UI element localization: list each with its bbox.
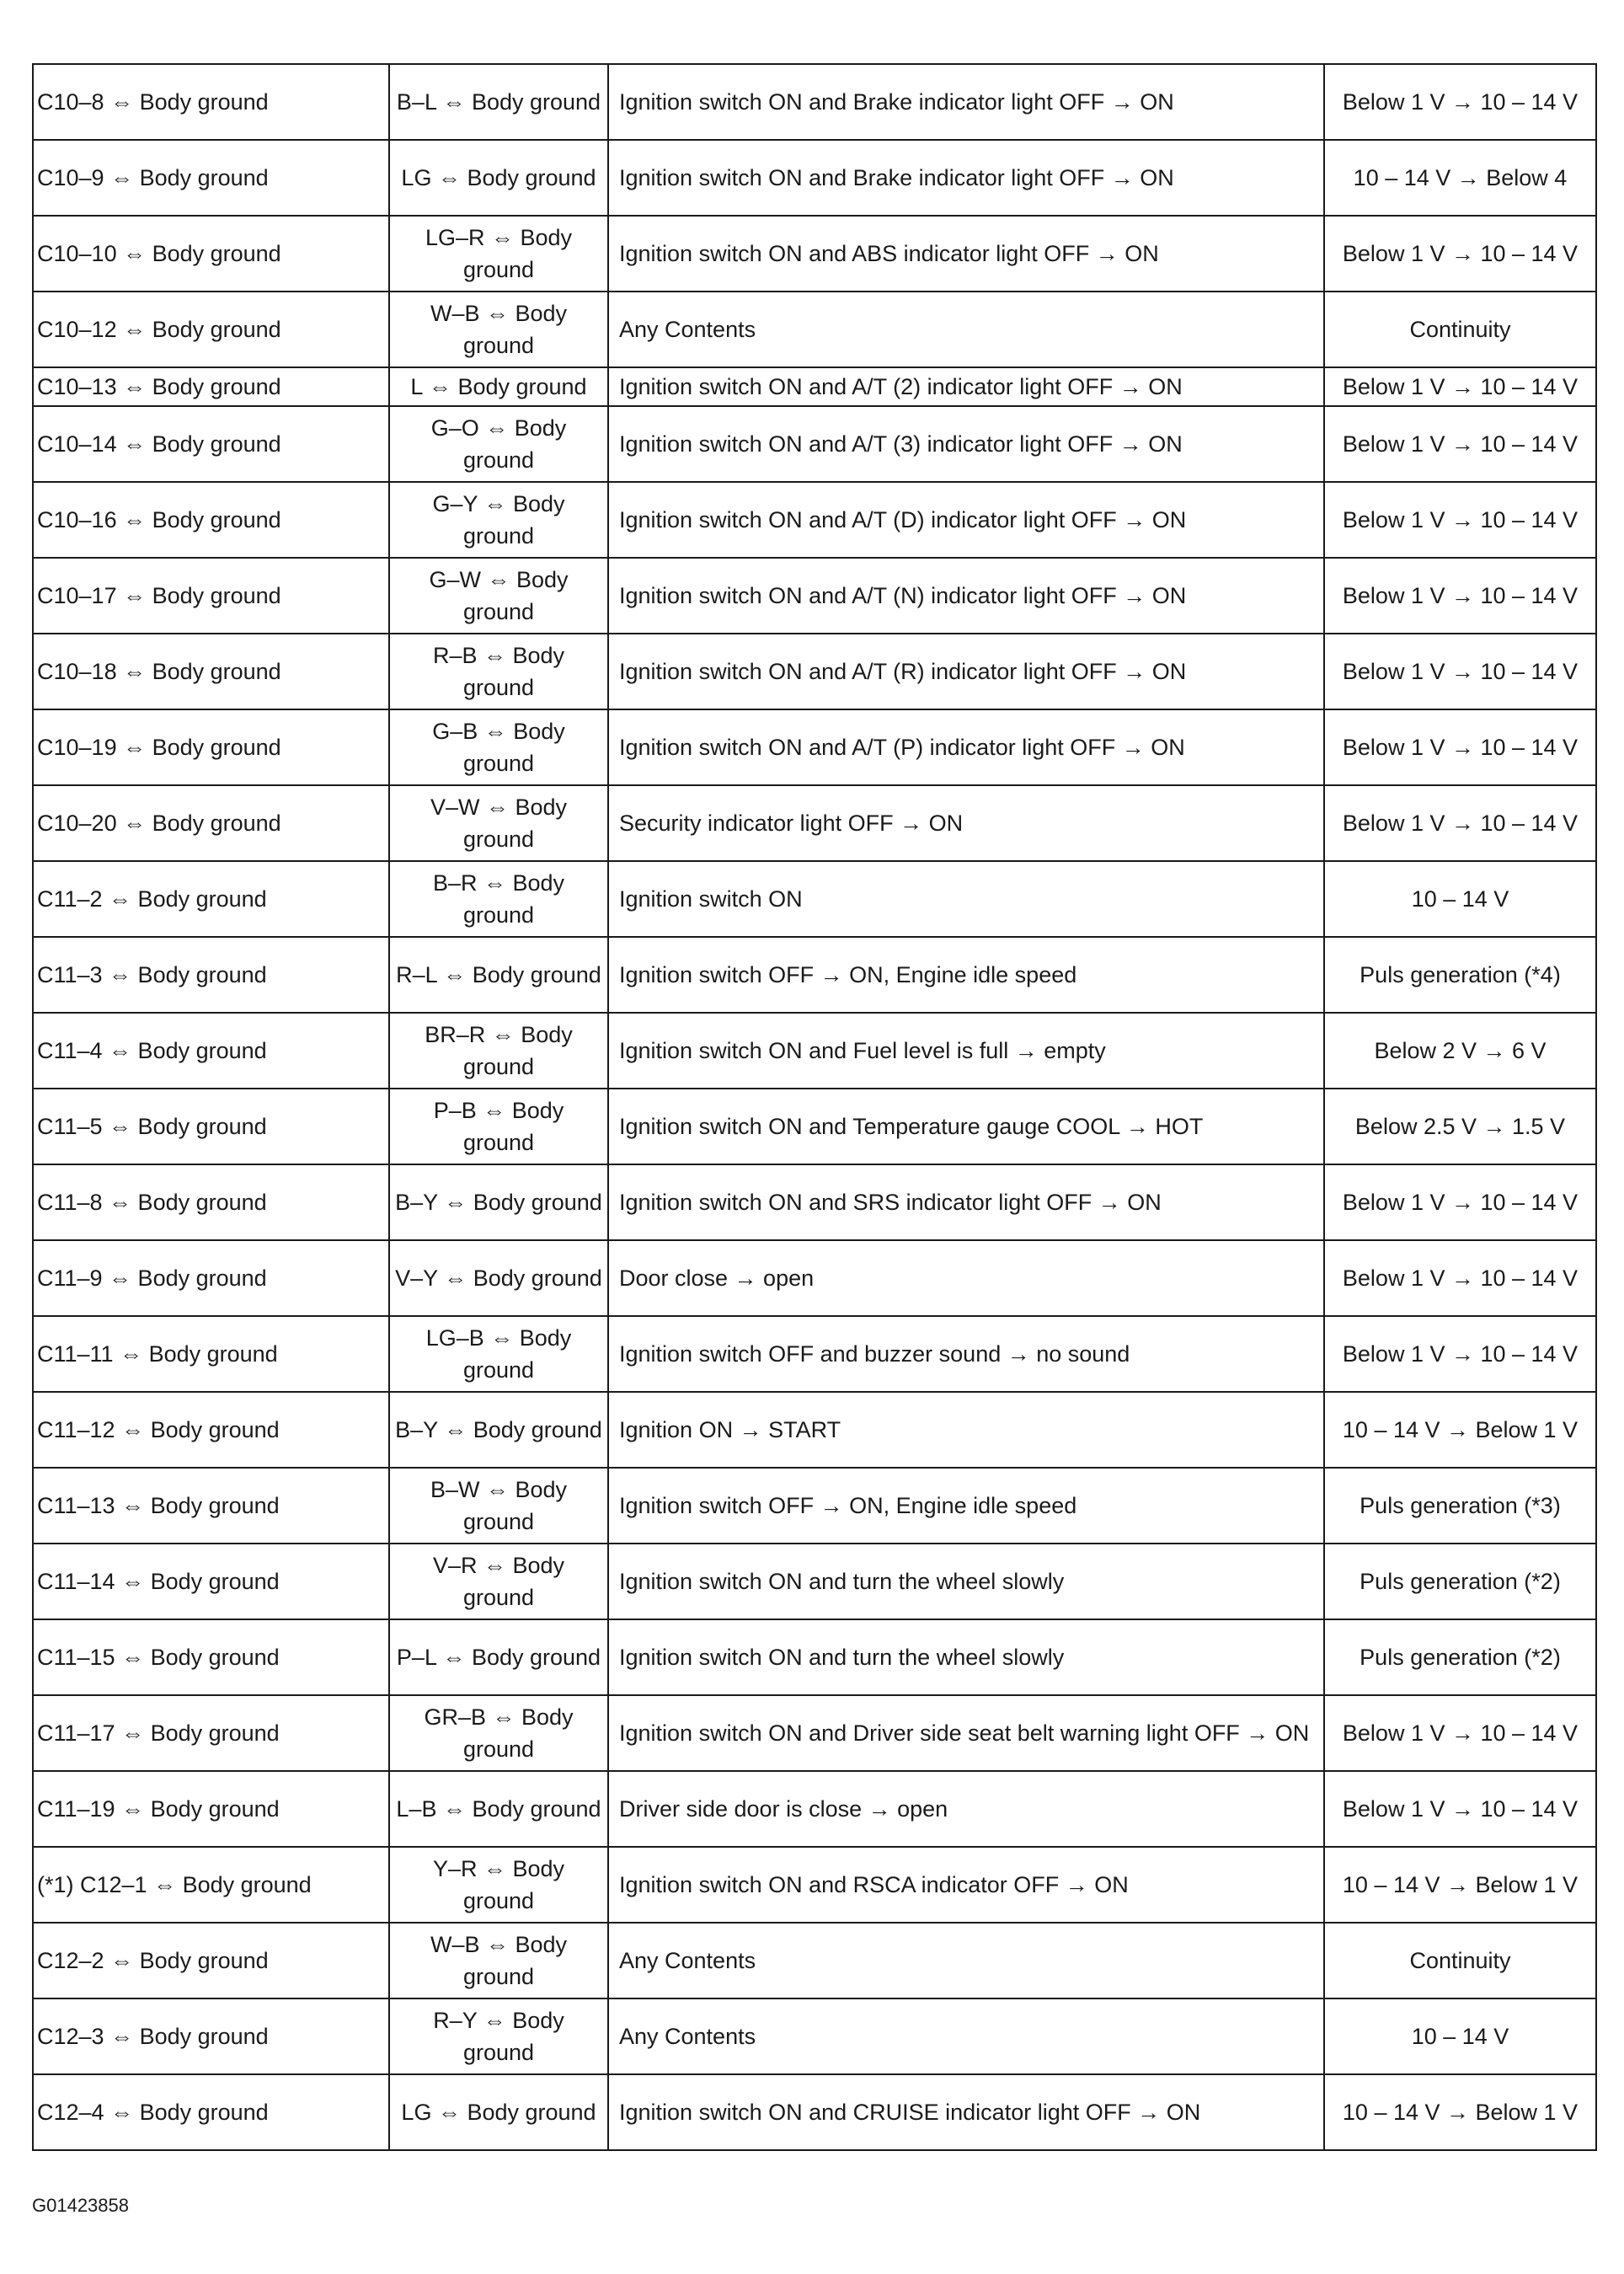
condition-cell: Ignition switch ON and A/T (D) indicator light OFF → ON	[608, 482, 1324, 558]
table-row	[33, 1847, 1596, 1923]
condition-cell: Ignition switch ON and Temperature gauge COOL → HOT	[608, 1089, 1324, 1164]
wiring-cell: Y–R ⇔ Body ground	[389, 1847, 608, 1923]
terminal-cell: C11–19 ⇔ Body ground	[33, 1771, 389, 1847]
condition-cell: Driver side door is close → open	[608, 1771, 1324, 1847]
condition-cell: Ignition switch ON and A/T (N) indicator light OFF → ON	[608, 558, 1324, 634]
condition-cell: Ignition switch ON	[608, 861, 1324, 937]
table-row	[33, 64, 1596, 140]
wiring-cell: W–B ⇔ Body ground	[389, 292, 608, 367]
condition-cell: Ignition switch OFF → ON, Engine idle speed	[608, 937, 1324, 1013]
wiring-cell: G–W ⇔ Body ground	[389, 558, 608, 634]
condition-cell: Ignition switch ON and RSCA indicator OFF → ON	[608, 1847, 1324, 1923]
condition-cell: Any Contents	[608, 1923, 1324, 1998]
specified-condition-cell: Below 1 V → 10 – 14 V	[1324, 1164, 1596, 1240]
wiring-cell: B–L ⇔ Body ground	[389, 64, 608, 140]
wiring-cell: P–L ⇔ Body ground	[389, 1619, 608, 1695]
terminal-cell: C10–14 ⇔ Body ground	[33, 406, 389, 482]
table-row	[33, 1998, 1596, 2074]
condition-cell: Ignition switch ON and Brake indicator light OFF → ON	[608, 140, 1324, 216]
table-row	[33, 292, 1596, 367]
condition-cell: Ignition switch ON and A/T (P) indicator light OFF → ON	[608, 709, 1324, 785]
condition-cell: Ignition switch ON and Driver side seat belt warning light OFF → ON	[608, 1695, 1324, 1771]
terminal-cell: C11–5 ⇔ Body ground	[33, 1089, 389, 1164]
specified-condition-cell: Puls generation (*2)	[1324, 1544, 1596, 1619]
terminal-cell: C10–20 ⇔ Body ground	[33, 785, 389, 861]
condition-cell: Ignition switch ON and ABS indicator light OFF → ON	[608, 216, 1324, 292]
table-row	[33, 1164, 1596, 1240]
specified-condition-cell: Below 1 V → 10 – 14 V	[1324, 1240, 1596, 1316]
specified-condition-cell: 10 – 14 V → Below 4	[1324, 140, 1596, 216]
wiring-cell: G–Y ⇔ Body ground	[389, 482, 608, 558]
terminal-cell: C10–16 ⇔ Body ground	[33, 482, 389, 558]
wiring-cell: G–O ⇔ Body ground	[389, 406, 608, 482]
terminal-cell: C11–11 ⇔ Body ground	[33, 1316, 389, 1392]
specified-condition-cell: 10 – 14 V → Below 1 V	[1324, 1392, 1596, 1468]
condition-cell: Ignition ON → START	[608, 1392, 1324, 1468]
table-row	[33, 482, 1596, 558]
wiring-cell: L–B ⇔ Body ground	[389, 1771, 608, 1847]
terminal-cell: C11–9 ⇔ Body ground	[33, 1240, 389, 1316]
terminal-cell: C11–3 ⇔ Body ground	[33, 937, 389, 1013]
condition-cell: Ignition switch ON and SRS indicator light OFF → ON	[608, 1164, 1324, 1240]
table-row	[33, 140, 1596, 216]
table-row	[33, 1240, 1596, 1316]
wiring-cell: L ⇔ Body ground	[389, 367, 608, 406]
condition-cell: Ignition switch ON and CRUISE indicator light OFF → ON	[608, 2074, 1324, 2150]
terminal-cell: C10–19 ⇔ Body ground	[33, 709, 389, 785]
specified-condition-cell: 10 – 14 V	[1324, 861, 1596, 937]
specified-condition-cell: Below 1 V → 10 – 14 V	[1324, 1771, 1596, 1847]
terminal-cell: C11–4 ⇔ Body ground	[33, 1013, 389, 1089]
specified-condition-cell: 10 – 14 V → Below 1 V	[1324, 1847, 1596, 1923]
wiring-cell: B–R ⇔ Body ground	[389, 861, 608, 937]
wiring-cell: R–Y ⇔ Body ground	[389, 1998, 608, 2074]
specified-condition-cell: Puls generation (*2)	[1324, 1619, 1596, 1695]
table-row	[33, 558, 1596, 634]
wiring-cell: B–Y ⇔ Body ground	[389, 1392, 608, 1468]
specified-condition-cell: Below 1 V → 10 – 14 V	[1324, 709, 1596, 785]
condition-cell: Ignition switch ON and Brake indicator light OFF → ON	[608, 64, 1324, 140]
terminal-cell: C11–2 ⇔ Body ground	[33, 861, 389, 937]
specified-condition-cell: Continuity	[1324, 1923, 1596, 1998]
condition-cell: Ignition switch ON and A/T (R) indicator light OFF → ON	[608, 634, 1324, 709]
terminal-cell: C10–13 ⇔ Body ground	[33, 367, 389, 406]
table-row	[33, 1544, 1596, 1619]
terminal-cell: C12–3 ⇔ Body ground	[33, 1998, 389, 2074]
figure-code: G01423858	[32, 2195, 129, 2216]
table-body	[33, 64, 1596, 2150]
table-row	[33, 1695, 1596, 1771]
condition-cell: Ignition switch ON and turn the wheel slowly	[608, 1544, 1324, 1619]
specified-condition-cell: Continuity	[1324, 292, 1596, 367]
wiring-cell: GR–B ⇔ Body ground	[389, 1695, 608, 1771]
wiring-cell: B–Y ⇔ Body ground	[389, 1164, 608, 1240]
terminal-cell: C11–13 ⇔ Body ground	[33, 1468, 389, 1544]
specified-condition-cell: 10 – 14 V → Below 1 V	[1324, 2074, 1596, 2150]
specified-condition-cell: Below 2.5 V → 1.5 V	[1324, 1089, 1596, 1164]
terminal-cell: C11–15 ⇔ Body ground	[33, 1619, 389, 1695]
specified-condition-cell: Puls generation (*3)	[1324, 1468, 1596, 1544]
condition-cell: Ignition switch ON and A/T (2) indicator light OFF → ON	[608, 367, 1324, 406]
condition-cell: Ignition switch OFF → ON, Engine idle speed	[608, 1468, 1324, 1544]
wiring-cell: G–B ⇔ Body ground	[389, 709, 608, 785]
condition-cell: Ignition switch ON and turn the wheel slowly	[608, 1619, 1324, 1695]
specified-condition-cell: Below 1 V → 10 – 14 V	[1324, 406, 1596, 482]
terminal-cell: C12–2 ⇔ Body ground	[33, 1923, 389, 1998]
terminal-cell: C11–12 ⇔ Body ground	[33, 1392, 389, 1468]
table-row	[33, 406, 1596, 482]
wiring-cell: LG ⇔ Body ground	[389, 2074, 608, 2150]
specified-condition-cell: Below 1 V → 10 – 14 V	[1324, 634, 1596, 709]
wiring-cell: W–B ⇔ Body ground	[389, 1923, 608, 1998]
terminal-cell: C11–8 ⇔ Body ground	[33, 1164, 389, 1240]
terminal-cell: C10–12 ⇔ Body ground	[33, 292, 389, 367]
condition-cell: Ignition switch ON and A/T (3) indicator light OFF → ON	[608, 406, 1324, 482]
condition-cell: Any Contents	[608, 1998, 1324, 2074]
table-row	[33, 785, 1596, 861]
terminal-cell: C10–9 ⇔ Body ground	[33, 140, 389, 216]
table-row	[33, 1771, 1596, 1847]
table-row	[33, 937, 1596, 1013]
condition-cell: Door close → open	[608, 1240, 1324, 1316]
terminal-cell: C11–14 ⇔ Body ground	[33, 1544, 389, 1619]
terminal-cell: C10–18 ⇔ Body ground	[33, 634, 389, 709]
terminal-cell: C11–17 ⇔ Body ground	[33, 1695, 389, 1771]
specified-condition-cell: Below 1 V → 10 – 14 V	[1324, 482, 1596, 558]
table-row	[33, 709, 1596, 785]
terminal-cell: (*1) C12–1 ⇔ Body ground	[33, 1847, 389, 1923]
table-row	[33, 1468, 1596, 1544]
condition-cell: Any Contents	[608, 292, 1324, 367]
specified-condition-cell: Below 2 V → 6 V	[1324, 1013, 1596, 1089]
table-row	[33, 1923, 1596, 1998]
specified-condition-cell: Below 1 V → 10 – 14 V	[1324, 367, 1596, 406]
table-row	[33, 2074, 1596, 2150]
table-row	[33, 216, 1596, 292]
specified-condition-cell: Below 1 V → 10 – 14 V	[1324, 1316, 1596, 1392]
specified-condition-cell: Below 1 V → 10 – 14 V	[1324, 558, 1596, 634]
table-row	[33, 1619, 1596, 1695]
wiring-cell: R–B ⇔ Body ground	[389, 634, 608, 709]
specified-condition-cell: Below 1 V → 10 – 14 V	[1324, 64, 1596, 140]
table-row	[33, 634, 1596, 709]
wiring-cell: LG–R ⇔ Body ground	[389, 216, 608, 292]
table-row	[33, 367, 1596, 406]
wiring-cell: V–Y ⇔ Body ground	[389, 1240, 608, 1316]
terminal-cell: C10–17 ⇔ Body ground	[33, 558, 389, 634]
terminal-voltage-table	[32, 63, 1597, 2151]
terminal-cell: C12–4 ⇔ Body ground	[33, 2074, 389, 2150]
wiring-cell: P–B ⇔ Body ground	[389, 1089, 608, 1164]
wiring-cell: B–W ⇔ Body ground	[389, 1468, 608, 1544]
wiring-cell: V–R ⇔ Body ground	[389, 1544, 608, 1619]
table-row	[33, 1089, 1596, 1164]
wiring-cell: LG ⇔ Body ground	[389, 140, 608, 216]
condition-cell: Security indicator light OFF → ON	[608, 785, 1324, 861]
table-row	[33, 1316, 1596, 1392]
wiring-cell: BR–R ⇔ Body ground	[389, 1013, 608, 1089]
specified-condition-cell: Below 1 V → 10 – 14 V	[1324, 785, 1596, 861]
specified-condition-cell: Below 1 V → 10 – 14 V	[1324, 216, 1596, 292]
wiring-cell: LG–B ⇔ Body ground	[389, 1316, 608, 1392]
specified-condition-cell: Below 1 V → 10 – 14 V	[1324, 1695, 1596, 1771]
table-row	[33, 1392, 1596, 1468]
specified-condition-cell: 10 – 14 V	[1324, 1998, 1596, 2074]
terminal-cell: C10–10 ⇔ Body ground	[33, 216, 389, 292]
table-row	[33, 1013, 1596, 1089]
terminal-cell: C10–8 ⇔ Body ground	[33, 64, 389, 140]
wiring-cell: R–L ⇔ Body ground	[389, 937, 608, 1013]
condition-cell: Ignition switch ON and Fuel level is full → empty	[608, 1013, 1324, 1089]
wiring-cell: V–W ⇔ Body ground	[389, 785, 608, 861]
condition-cell: Ignition switch OFF and buzzer sound → no sound	[608, 1316, 1324, 1392]
table-row	[33, 861, 1596, 937]
specified-condition-cell: Puls generation (*4)	[1324, 937, 1596, 1013]
